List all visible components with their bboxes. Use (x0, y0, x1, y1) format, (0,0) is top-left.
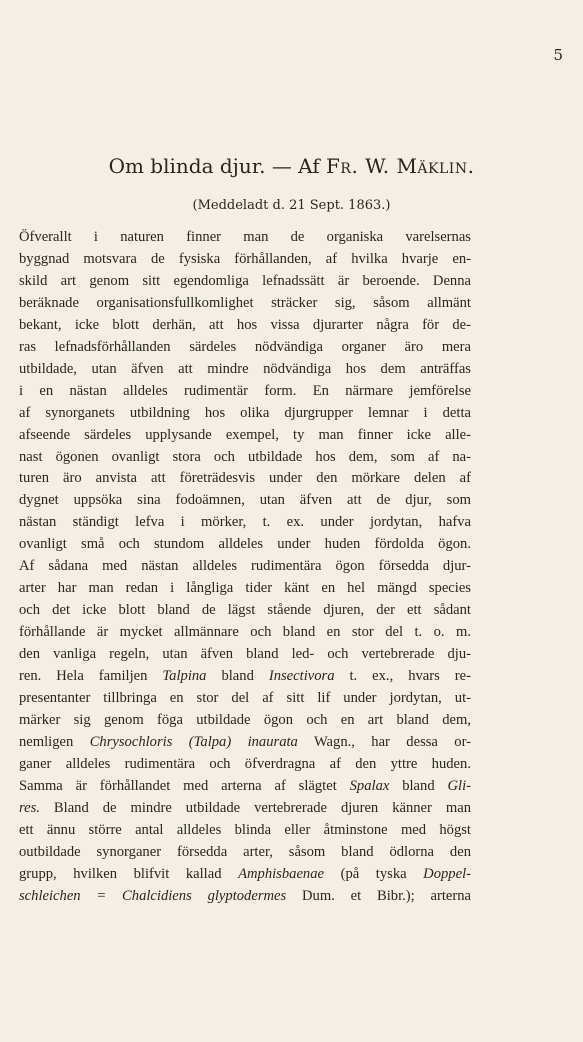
author-name: Fr. W. Mäklin. (326, 154, 475, 178)
text-line (19, 468, 471, 490)
text-line (19, 359, 471, 381)
communication-date: (Meddeladt d. 21 Sept. 1863.) (192, 198, 391, 213)
text-line (19, 776, 471, 798)
text-line (19, 249, 471, 271)
text-run: nast ögonen ovanligt stora och utbildade hos dem, som af na- (19, 448, 471, 465)
text-run: Wagn., har dessa or- (297, 733, 471, 750)
italic-term: Spalax (349, 777, 390, 794)
text-run: (på tyska (324, 865, 424, 882)
text-run: afseende särdeles upplysande exempel, ty man finner icke alle- (19, 426, 471, 443)
text-line (19, 381, 471, 403)
text-run: förhållande är mycket allmännare och bland en stor del t. o. m. (19, 624, 471, 641)
text-run: af synorganets utbildning hos olika djurgrupper lemnar i detta (19, 404, 471, 421)
text-line (19, 666, 471, 688)
text-run: ras lefnadsförhållanden särdeles nödvändiga organer äro mera (19, 338, 471, 355)
text-line (19, 820, 471, 842)
page-number: 5 (553, 46, 564, 64)
text-run: utbildade, utan äfven att mindre nödvändiga hos dem anträffas (19, 360, 471, 377)
text-run: grupp, hvilken blifvit kallad (19, 865, 239, 882)
text-run: ovanligt små och stundom alldeles under huden fördolda ögon. (19, 536, 471, 553)
text-run: t. ex., hvars re- (334, 668, 471, 685)
italic-term: Talpina (162, 668, 207, 685)
text-line (19, 798, 471, 820)
text-run: ett ännu större antal alldeles blinda eller åtminstone med högst (19, 821, 471, 838)
text-line (19, 754, 471, 776)
text-run: nästan ständigt lefva i mörker, t. ex. under jordytan, hafva (19, 514, 471, 531)
text-line (19, 447, 471, 469)
text-run: turen äro anvista att företrädesvis under den mörkare delen af (19, 470, 471, 487)
text-run: Af sådana med nästan alldeles rudimentära ögon försedda djur- (19, 558, 471, 575)
text-run: märker sig genom föga utbildade ögon och en art bland dem, (19, 711, 471, 728)
text-run: arter har man redan i långliga tider känt en hel mängd species (19, 580, 471, 597)
text-run: Bland de mindre utbildade vertebrerade djuren känner man (39, 799, 471, 816)
italic-term: Doppel- (423, 865, 471, 882)
italic-term: Chrysochloris (Talpa) inaurata (89, 733, 298, 750)
text-run: nemligen (19, 733, 90, 750)
text-line (19, 578, 471, 600)
text-line (19, 227, 471, 249)
text-run: skild art genom sitt egendomliga lefnadssätt är beroende. Denna (19, 272, 471, 289)
text-run: beräknade organisationsfullkomlighet sträcker sig, såsom allmänt (19, 294, 471, 311)
text-run: bland (206, 668, 269, 685)
text-line (19, 337, 471, 359)
text-line (19, 556, 471, 578)
italic-term: Amphisbaenae (238, 865, 325, 882)
text-line (19, 403, 471, 425)
article-title (0, 154, 583, 178)
text-line (19, 710, 471, 732)
text-line (19, 271, 471, 293)
text-line (19, 622, 471, 644)
text-line (19, 644, 471, 666)
text-run: outbildade synorganer försedda arter, såsom bland ödlorna den (19, 843, 471, 860)
text-run: bland (389, 777, 448, 794)
text-run: byggnad motsvara de fysiska förhållanden, af hvilka hvarje en- (19, 250, 471, 267)
text-line (19, 886, 471, 908)
text-line (19, 842, 471, 864)
text-line (19, 293, 471, 315)
italic-term: schleichen = Chalcidiens glyptodermes (19, 887, 287, 904)
text-run: den vanliga regeln, utan äfven bland led- och vertebrerade dju- (19, 646, 471, 663)
text-line (19, 534, 471, 556)
text-line (19, 512, 471, 534)
text-line (19, 425, 471, 447)
text-run: dygnet uppsöka sina fodoämnen, utan äfven att de djur, som (19, 492, 471, 509)
text-run: och det icke blott bland de lägst stående djuren, der ett sådant (19, 602, 471, 619)
text-run: presentanter tillbringa en stor del af sitt lif under jordytan, ut- (19, 690, 471, 707)
text-line (19, 315, 471, 337)
italic-term: Insectivora (268, 668, 335, 685)
text-line (19, 732, 471, 754)
text-line (19, 490, 471, 512)
text-run: ren. Hela familjen (19, 668, 163, 685)
text-run: Öfverallt i naturen finner man de organiska varelsernas (19, 229, 471, 245)
italic-term: res. (19, 799, 40, 816)
text-run: Dum. et Bibr.); arterna (286, 887, 471, 904)
title-text: Om blinda djur. — Af (108, 154, 327, 178)
italic-term: Gli- (447, 777, 471, 794)
body-paragraph (19, 227, 471, 908)
text-line (19, 864, 471, 886)
text-run: Samma är förhållandet med arterna af slägtet (19, 777, 350, 794)
text-run: i en nästan alldeles rudimentär form. En närmare jemförelse (19, 382, 471, 399)
text-run: ganer alldeles rudimentära och öfverdragna af den yttre huden. (19, 755, 471, 772)
text-line (19, 688, 471, 710)
text-run: bekant, icke blott derhän, att hos vissa djurarter några för de- (19, 316, 471, 333)
text-line (19, 600, 471, 622)
